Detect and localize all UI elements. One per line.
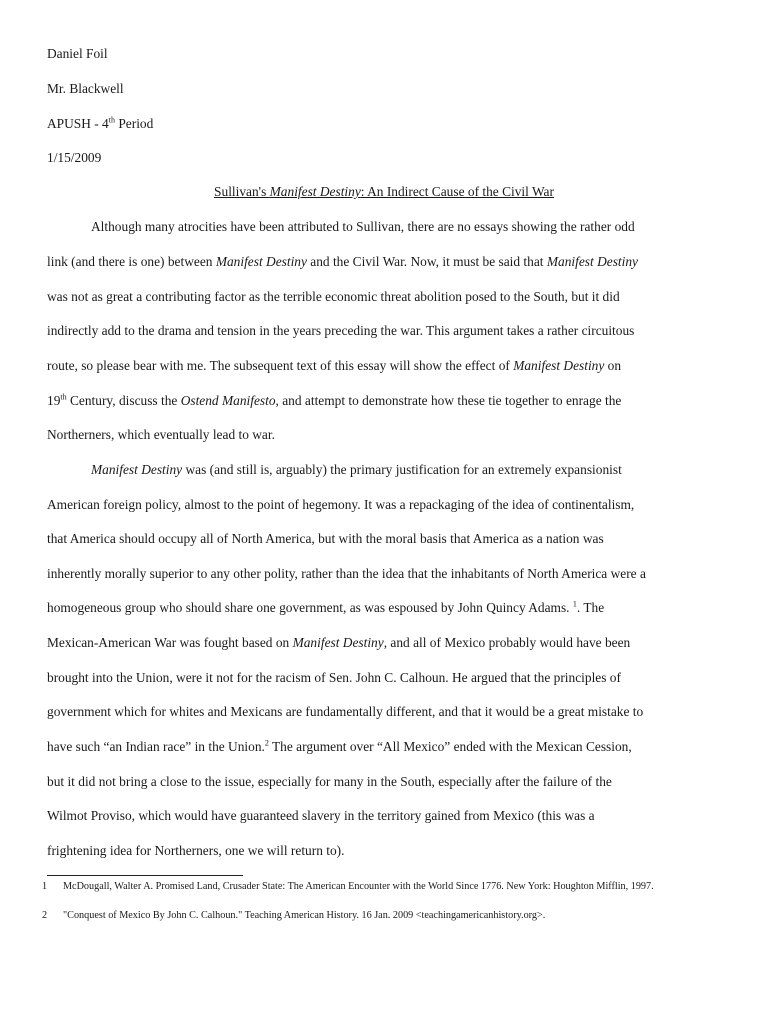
footnote-number: 2 <box>42 910 48 921</box>
body-line: homogeneous group who should share one government, as was espoused by John Quincy Adams. $^1$. The <box>47 599 605 615</box>
essay-date: 1/15/2009 <box>47 150 102 165</box>
body-line: have such “an Indian race” in the Union.$^2$ The argument over “All Mexico” ended with the Mexican Cession, <box>47 738 632 754</box>
body-line: Although many atrocities have been attributed to Sullivan, there are no essays showing the rather odd <box>91 219 635 234</box>
body-line: that America should occupy all of North America, but with the moral basis that America as a nation was <box>47 531 604 546</box>
footnote-number: 1 <box>42 881 48 892</box>
body-line: 19th Century, discuss the Ostend Manifesto, and attempt to demonstrate how these tie together to enrage the <box>47 392 622 408</box>
body-line: link (and there is one) between Manifest Destiny and the Civil War. Now, it must be said that Manifest Destiny <box>47 254 638 269</box>
body-line: frightening idea for Northerners, one we will return to). <box>47 843 345 858</box>
body-line: brought into the Union, were it not for the racism of Sen. John C. Calhoun. He argued that the principles of <box>47 670 621 685</box>
teacher-name: Mr. Blackwell <box>47 81 124 96</box>
course-period: APUSH - 4th Period <box>47 115 154 131</box>
footnote-text: McDougall, Walter A. Promised Land, Crusader State: The American Encounter with the World Since 1776. New York: Houghton Mifflin, 1997. <box>63 881 654 892</box>
footnote-separator <box>47 875 243 876</box>
body-line: was not as great a contributing factor as the terrible economic threat abolition posed to the South, but it did <box>47 289 620 304</box>
body-line: Mexican-American War was fought based on Manifest Destiny, and all of Mexico probably would have been <box>47 635 631 650</box>
footnote-text: "Conquest of Mexico By John C. Calhoun." Teaching American History. 16 Jan. 2009 <teachingamericanhistory.org>. <box>63 910 546 921</box>
author-name: Daniel Foil <box>47 46 108 61</box>
body-line: route, so please bear with me. The subsequent text of this essay will show the effect of Manifest Destiny on <box>47 358 622 373</box>
body-line: Wilmot Proviso, which would have guaranteed slavery in the territory gained from Mexico (this was a <box>47 808 595 823</box>
essay-title: Sullivan's Manifest Destiny: An Indirect Cause of the Civil War <box>214 184 554 199</box>
body-line: Manifest Destiny was (and still is, arguably) the primary justification for an extremely expansionist <box>91 462 622 477</box>
body-line: American foreign policy, almost to the point of hegemony. It was a repackaging of the idea of continentalism, <box>47 497 635 512</box>
body-line: Northerners, which eventually lead to war. <box>47 427 275 442</box>
body-line: government which for whites and Mexicans are fundamentally different, and that it would be a great mistake to <box>47 704 644 719</box>
body-line: but it did not bring a close to the issue, especially for many in the South, especially after the failure of the <box>47 774 612 789</box>
body-line: indirectly add to the drama and tension in the years preceding the war. This argument takes a rather circuitous <box>47 323 635 338</box>
body-line: inherently morally superior to any other polity, rather than the idea that the inhabitants of North America were a <box>47 566 646 581</box>
